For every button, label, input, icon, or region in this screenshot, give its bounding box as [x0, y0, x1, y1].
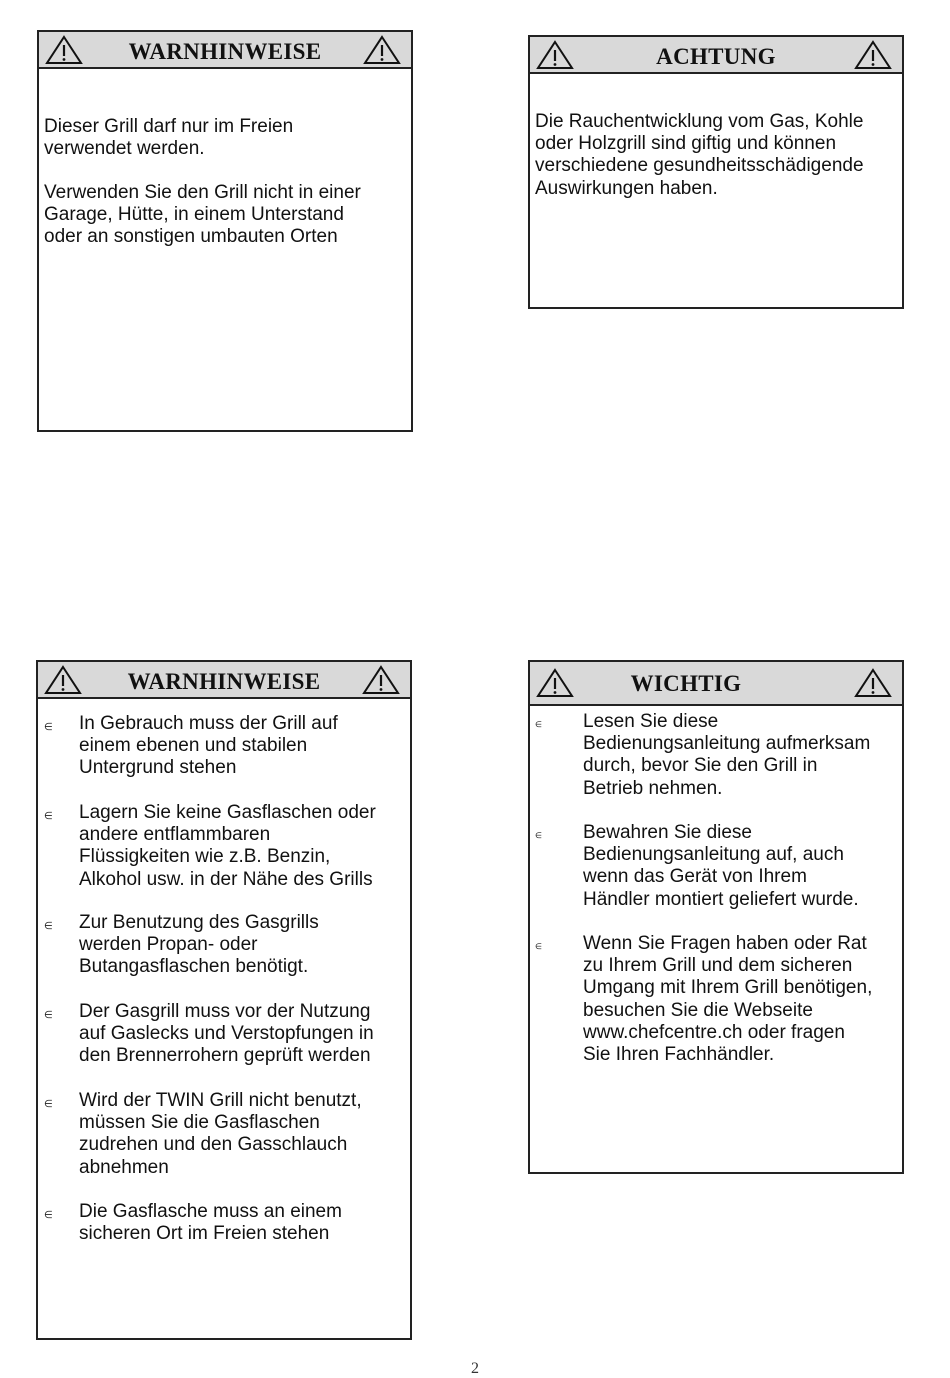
list-item: Zur Benutzung des Gasgrills werden Propan- oder Butangasflaschen benötigt. [79, 912, 319, 978]
list-item: Lesen Sie diese Bedienungsanleitung aufmerksam durch, bevor Sie den Grill in Betrieb nehmen. [583, 711, 871, 799]
list-item: In Gebrauch muss der Grill auf einem ebenen und stabilen Untergrund stehen [79, 713, 338, 779]
caution-box-paragraph: Die Rauchentwicklung vom Gas, Kohle oder Holzgrill sind giftig und können verschiedene gesundheitsschädigende Auswirkungen haben. [535, 111, 864, 199]
warning-triangle-icon [363, 35, 401, 65]
warning-box-top-paragraph: Verwenden Sie den Grill nicht in einer Garage, Hütte, in einem Unterstand oder an sonstigen umbauten Orten [44, 182, 361, 248]
warning-box-top-paragraph: Dieser Grill darf nur im Freien verwendet werden. [44, 116, 294, 160]
warning-box-bottom [36, 660, 412, 1340]
page-number: 2 [471, 1360, 479, 1377]
bullet-icon: ∈ [535, 831, 542, 840]
bullet-icon: ∈ [535, 720, 542, 729]
important-box-title: WICHTIG [630, 671, 742, 696]
bullet-icon: ∈ [44, 1210, 53, 1221]
list-item: Wird der TWIN Grill nicht benutzt, müssen Sie die Gasflaschen zudrehen und den Gasschlauch abnehmen [79, 1090, 362, 1178]
bullet-icon: ∈ [44, 1010, 53, 1021]
list-item: Die Gasflasche muss an einem sicheren Ort im Freien stehen [79, 1201, 342, 1245]
warning-triangle-icon [854, 40, 892, 70]
warning-box-top-header [39, 32, 411, 69]
bullet-icon: ∈ [44, 1099, 53, 1110]
caution-box-header [530, 37, 902, 74]
caution-box-title: ACHTUNG [656, 44, 776, 69]
bullet-icon: ∈ [535, 942, 542, 951]
warning-triangle-icon [854, 668, 892, 698]
bullet-icon: ∈ [44, 921, 53, 932]
bullet-icon: ∈ [44, 811, 53, 822]
warning-box-bottom-title: WARNHINWEISE [127, 669, 321, 694]
warning-box-bottom-header [38, 662, 410, 699]
warning-triangle-icon [362, 665, 400, 695]
important-box-header [530, 662, 902, 706]
caution-box [528, 35, 904, 309]
list-item: Bewahren Sie diese Bedienungsanleitung auf, auch wenn das Gerät von Ihrem Händler montiert geliefert wurde. [583, 822, 859, 910]
list-item: Der Gasgrill muss vor der Nutzung auf Gaslecks und Verstopfungen in den Brennerrohern geprüft werden [79, 1001, 374, 1067]
warning-box-top [37, 30, 413, 432]
list-item: Lagern Sie keine Gasflaschen oder andere entflammbaren Flüssigkeiten wie z.B. Benzin, Alkohol usw. in der Nähe des Grills [79, 802, 376, 890]
warning-box-top-title: WARNHINWEISE [128, 39, 322, 64]
important-box [528, 660, 904, 1174]
list-item: Wenn Sie Fragen haben oder Rat zu Ihrem Grill und dem sicheren Umgang mit Ihrem Grill benötigen, besuchen Sie die Webseite www.chefcentre.ch oder fragen Sie Ihren Fachhändler. [583, 933, 873, 1066]
bullet-icon: ∈ [44, 722, 53, 733]
